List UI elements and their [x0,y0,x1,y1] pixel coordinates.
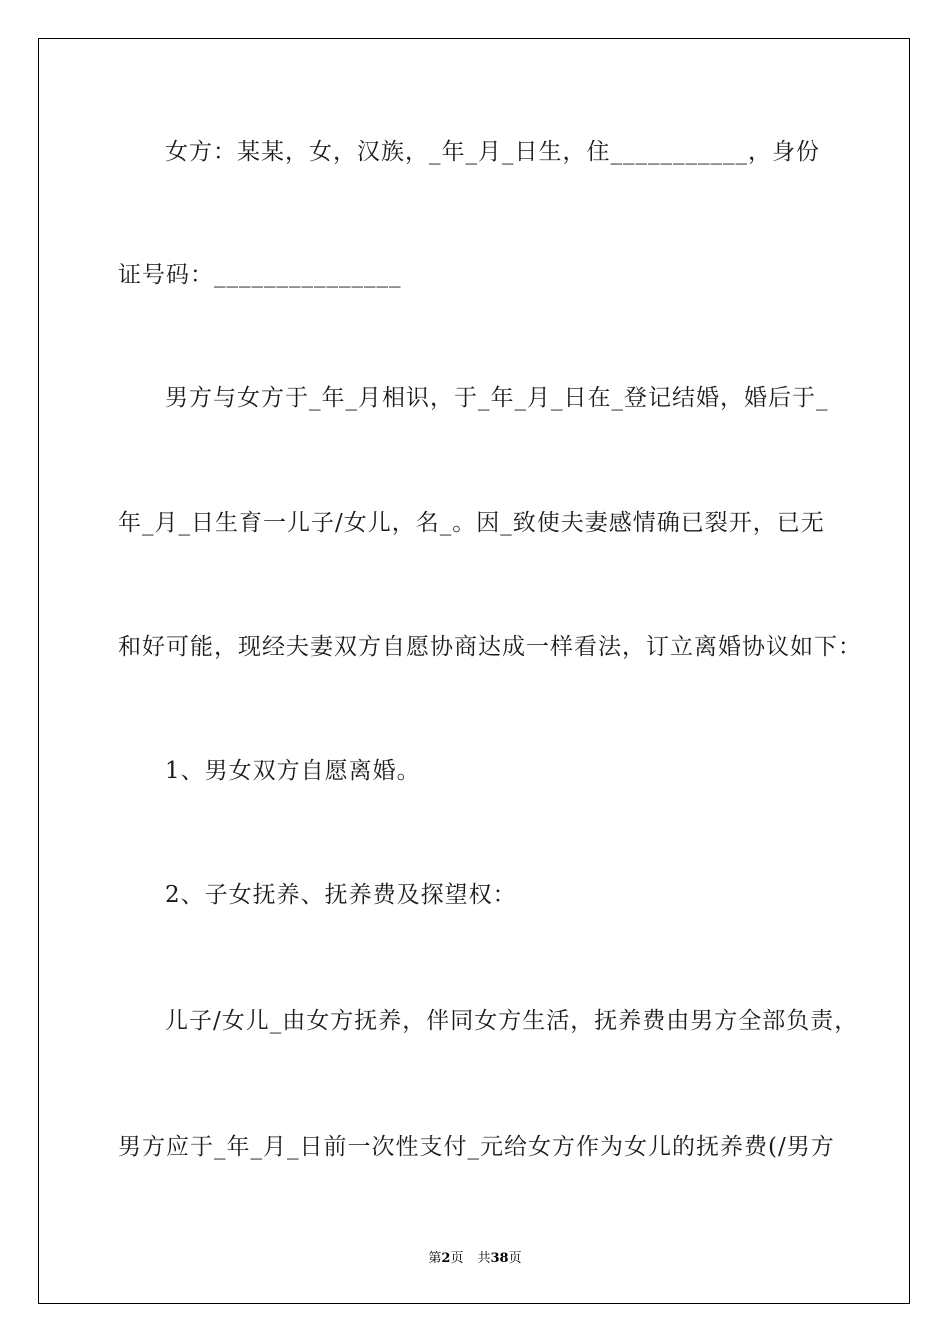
footer-page-suffix: 页 [450,1251,464,1266]
paragraph-line: 男方应于_年_月_日前一次性支付_元给女方作为女儿的抚养费(/男方 [118,1134,835,1160]
clause-2-line: 2、子女抚养、抚养费及探望权： [165,882,517,908]
page-footer [0,1247,950,1266]
footer-total-pages: 38 [490,1251,509,1266]
clause-1-line: 1、男女双方自愿离婚。 [165,758,421,784]
footer-total-prefix: 共 [477,1251,491,1266]
footer-page-number: 2 [441,1251,451,1266]
paragraph-line: 年_月_日生育一儿子/女儿，名_。因_致使夫妻感情确已裂开，已无 [118,510,825,536]
paragraph-line: 和好可能，现经夫妻双方自愿协商达成一样看法，订立离婚协议如下： [118,634,862,660]
footer-total-suffix: 页 [508,1251,522,1266]
paragraph-line: 女方：某某，女，汉族，_年_月_日生，住___________，身份 [165,139,820,165]
footer-page-prefix: 第 [428,1251,442,1266]
paragraph-line: 证号码：_______________ [118,262,402,288]
paragraph-line: 男方与女方于_年_月相识，于_年_月_日在_登记结婚，婚后于_ [165,385,829,411]
page-border [38,38,910,1304]
paragraph-line: 儿子/女儿_由女方抚养，伴同女方生活，抚养费由男方全部负责， [165,1008,859,1034]
